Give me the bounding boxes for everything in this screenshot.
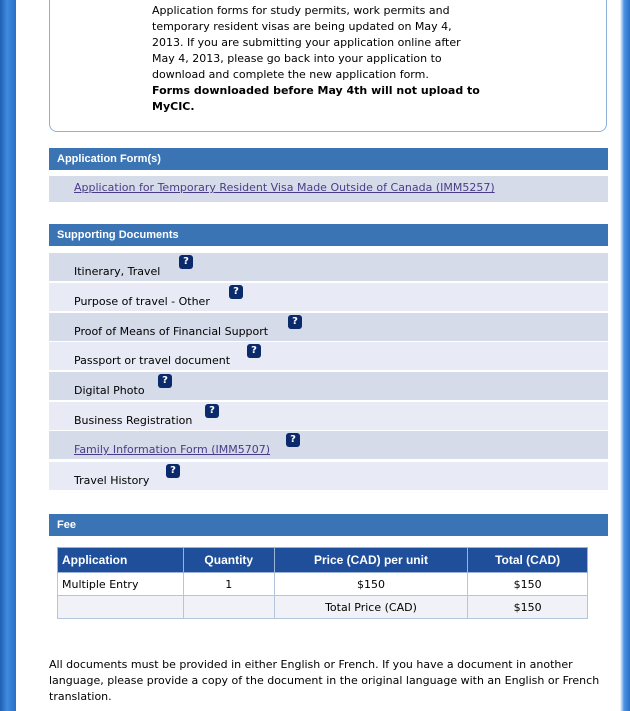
document-row [49, 342, 608, 370]
total-row [58, 596, 588, 619]
column-header-quantity: Quantity [183, 548, 274, 573]
document-label: Itinerary, Travel [74, 265, 161, 278]
document-row [49, 431, 608, 459]
right-border-strip [620, 0, 630, 711]
document-row [49, 462, 608, 490]
notice-line: temporary resident visas are being updated on May 4, [152, 20, 452, 33]
quantity-cell: 1 [183, 573, 274, 596]
fee-header: Fee [49, 514, 608, 536]
price-cell: $150 [274, 573, 468, 596]
supporting-documents-header: Supporting Documents [49, 224, 608, 246]
document-label: Digital Photo [74, 384, 145, 397]
column-header-application: Application [58, 548, 184, 573]
notice-line: Application forms for study permits, work permits and [152, 4, 450, 17]
document-label: Purpose of travel - Other [74, 295, 210, 308]
notice-line: May 4, 2013, please go back into your application to [152, 52, 442, 65]
document-row [49, 372, 608, 400]
imm5707-form-link[interactable]: Family Information Form (IMM5707) [74, 443, 271, 456]
help-icon[interactable]: ? [166, 464, 180, 478]
language-requirement-text: All documents must be provided in either English or French. If you have a document in another language, please provide a copy of the document in the original language with an English or French translation. [49, 658, 600, 703]
empty-cell [183, 596, 274, 619]
document-label: Travel History [74, 474, 150, 487]
document-label: Business Registration [74, 414, 193, 427]
document-label: Passport or travel document [74, 354, 231, 367]
help-icon[interactable]: ? [247, 344, 261, 358]
document-row [49, 253, 608, 281]
total-cell: $150 [468, 573, 588, 596]
empty-cell [58, 596, 184, 619]
fee-table [57, 547, 588, 619]
column-header-price: Price (CAD) per unit [274, 548, 468, 573]
left-border-strip [0, 0, 16, 711]
notice-box [49, 0, 607, 132]
help-icon[interactable]: ? [158, 374, 172, 388]
document-row [49, 313, 608, 341]
document-row [49, 402, 608, 430]
total-price-label: Total Price (CAD) [274, 596, 468, 619]
document-row [49, 283, 608, 311]
application-forms-header: Application Form(s) [49, 148, 608, 170]
application-cell: Multiple Entry [58, 573, 184, 596]
notice-line: download and complete the new application form. [152, 68, 429, 81]
total-price-value: $150 [468, 596, 588, 619]
document-label: Proof of Means of Financial Support [74, 325, 269, 338]
help-icon[interactable]: ? [288, 315, 302, 329]
help-icon[interactable]: ? [205, 404, 219, 418]
notice-line: 2013. If you are submitting your application online after [152, 36, 461, 49]
notice-text [152, 3, 492, 115]
column-header-total: Total (CAD) [468, 548, 588, 573]
help-icon[interactable]: ? [229, 285, 243, 299]
application-form-row [49, 176, 608, 202]
notice-bold-line: MyCIC. [152, 100, 195, 113]
table-row [58, 573, 588, 596]
help-icon[interactable]: ? [286, 433, 300, 447]
notice-bold-line: Forms downloaded before May 4th will not upload to [152, 84, 480, 97]
imm5257-form-link[interactable]: Application for Temporary Resident Visa Made Outside of Canada (IMM5257) [74, 181, 495, 194]
help-icon[interactable]: ? [179, 255, 193, 269]
